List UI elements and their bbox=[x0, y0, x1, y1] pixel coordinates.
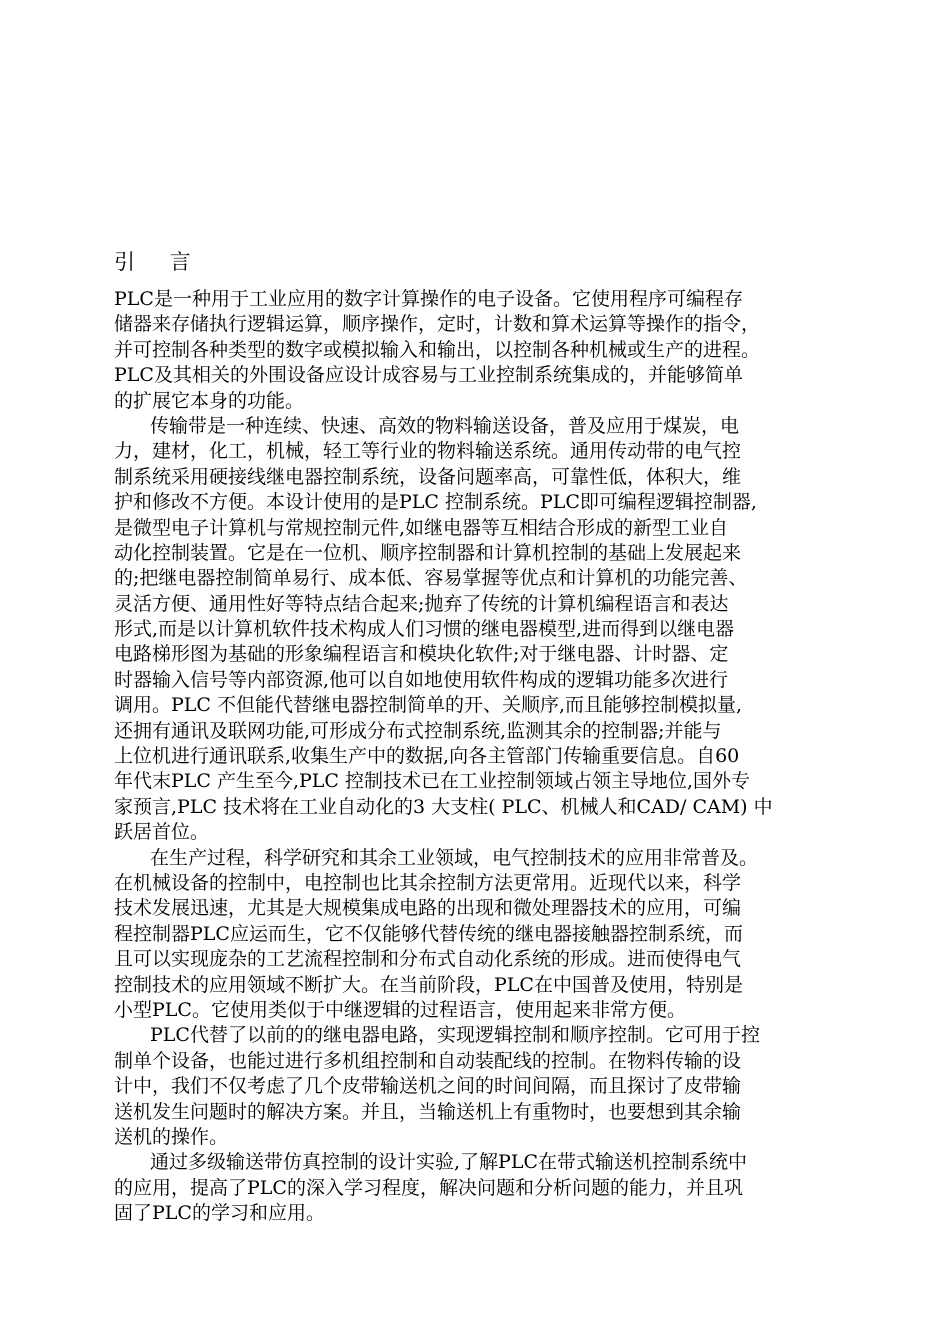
text-line: PLC是一种用于工业应用的数字计算操作的电子设备。它使用程序可编程存 bbox=[114, 288, 743, 310]
text-line: 程控制器PLC应运而生，它不仅能够代替传统的继电器接触器控制系统，而 bbox=[114, 922, 743, 945]
text-line: 固了PLC的学习和应用。 bbox=[114, 1202, 325, 1225]
text-line: 并可控制各种类型的数字或模拟输入和输出，以控制各种机械或生产的进程。 bbox=[114, 338, 761, 361]
paragraph-4 bbox=[114, 1023, 836, 1150]
text-line: 跃居首位。 bbox=[114, 821, 210, 844]
section-heading: 引 言 bbox=[114, 250, 205, 274]
paragraph-2 bbox=[114, 414, 836, 846]
text-line: 在生产过程，科学研究和其余工业领域，电气控制技术的应用非常普及。 bbox=[150, 846, 759, 869]
text-line: 动化控制装置。它是在一位机、顺序控制器和计算机控制的基础上发展起来 bbox=[114, 541, 742, 564]
text-line: 灵活方便、通用性好等特点结合起来;抛弃了传统的计算机编程语言和表达 bbox=[114, 592, 729, 615]
text-line: 上位机进行通讯联系,收集生产中的数据,向各主管部门传输重要信息。自60 bbox=[114, 745, 740, 768]
text-line: 小型PLC。它使用类似于中继逻辑的过程语言，使用起来非常方便。 bbox=[114, 998, 686, 1021]
text-line: PLC代替了以前的的继电器电路，实现逻辑控制和顺序控制。它可用于控 bbox=[150, 1024, 760, 1047]
text-line: 且可以实现庞杂的工艺流程控制和分布式自动化系统的形成。进而使得电气 bbox=[114, 948, 742, 971]
text-line: 通过多级输送带仿真控制的设计实验,了解PLC在带式输送机控制系统中 bbox=[150, 1151, 747, 1174]
text-line: 制系统采用硬接线继电器控制系统，设备问题率高，可靠性低，体积大，维 bbox=[114, 465, 742, 488]
text-line: 在机械设备的控制中，电控制也比其余控制方法更常用。近现代以来，科学 bbox=[114, 871, 742, 894]
text-line: 的应用，提高了PLC的深入学习程度，解决问题和分析问题的能力，并且巩 bbox=[114, 1176, 743, 1199]
text-line: 还拥有通讯及联网功能,可形成分布式控制系统,监测其余的控制器;并能与 bbox=[114, 719, 722, 742]
text-line: 技术发展迅速，尤其是大规模集成电路的出现和微处理器技术的应用，可编 bbox=[114, 897, 742, 920]
text-line: 调用。PLC 不但能代替继电器控制简单的开、关顺序,而且能够控制模拟量, bbox=[114, 694, 743, 717]
paragraph-3 bbox=[114, 846, 836, 1024]
text-line: 储器来存储执行逻辑运算，顺序操作，定时，计数和算术运算等操作的指令， bbox=[114, 313, 761, 336]
text-line: 计中，我们不仅考虑了几个皮带输送机之间的时间间隔，而且探讨了皮带输 bbox=[114, 1075, 742, 1098]
text-line: 家预言,PLC 技术将在工业自动化的3 大支柱( PLC、机械人和CAD/ CAM) 中 bbox=[114, 795, 773, 818]
text-line: PLC及其相关的外围设备应设计成容易与工业控制系统集成的，并能够简单 bbox=[114, 364, 743, 387]
text-line: 年代末PLC 产生至今,PLC 控制技术已在工业控制领域占领主导地位,国外专 bbox=[114, 770, 751, 793]
body-text bbox=[114, 287, 836, 1226]
text-line: 力，建材，化工，机械，轻工等行业的物料输送系统。通用传动带的电气控 bbox=[114, 440, 742, 463]
text-line: 的扩展它本身的功能。 bbox=[114, 389, 305, 412]
text-line: 形式,而是以计算机软件技术构成人们习惯的继电器模型,进而得到以继电器 bbox=[114, 618, 735, 641]
text-line: 送机发生问题时的解决方案。并且，当输送机上有重物时，也要想到其余输 bbox=[114, 1100, 742, 1123]
text-line: 护和修改不方便。本设计使用的是PLC 控制系统。PLC即可编程逻辑控制器, bbox=[114, 491, 757, 514]
text-line: 传输带是一种连续、快速、高效的物料输送设备，普及应用于煤炭，电 bbox=[150, 414, 740, 437]
text-line: 送机的操作。 bbox=[114, 1125, 229, 1148]
paragraph-1 bbox=[114, 287, 836, 414]
text-line: 制单个设备，也能过进行多机组控制和自动装配线的控制。在物料传输的设 bbox=[114, 1049, 742, 1072]
paragraph-5 bbox=[114, 1150, 836, 1226]
text-line: 是微型电子计算机与常规控制元件,如继电器等互相结合形成的新型工业自 bbox=[114, 516, 729, 539]
text-line: 控制技术的应用领域不断扩大。在当前阶段，PLC在中国普及使用，特别是 bbox=[114, 973, 743, 996]
text-line: 时器输入信号等内部资源,他可以自如地使用软件构成的逻辑功能多次进行 bbox=[114, 668, 729, 691]
text-line: 电路梯形图为基础的形象编程语言和模块化软件;对于继电器、计时器、定 bbox=[114, 643, 729, 666]
text-line: 的;把继电器控制简单易行、成本低、容易掌握等优点和计算机的功能完善、 bbox=[114, 567, 748, 590]
